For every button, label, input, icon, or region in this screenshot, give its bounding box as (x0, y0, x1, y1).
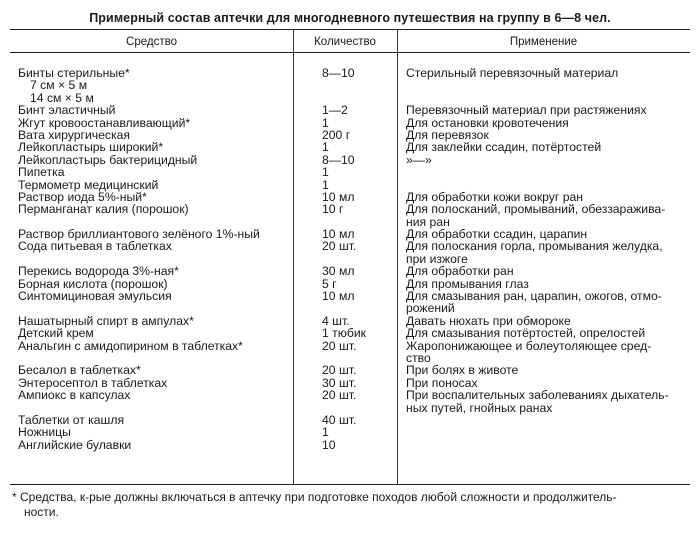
quantity-cell: 20 шт. (322, 338, 357, 353)
usage-cell: Для обработки ран (406, 264, 514, 279)
table-row (10, 302, 690, 314)
means-cell: Бесалол в таблетках* (18, 363, 141, 378)
means-cell: Энтеросептол в таблетках (18, 375, 168, 390)
usage-cell: при изжоге (406, 251, 468, 266)
means-cell: Детский крем (18, 326, 94, 341)
quantity-cell: 10 (322, 437, 336, 452)
footnote-line-2: ности. (24, 505, 59, 519)
table-title: Примерный состав аптечки для многодневного путешествия на группу в 6—8 чел. (89, 11, 611, 25)
footnote-line-1: * Средства, к-рые должны включаться в аптечку при подготовке походов любой сложности и продолжитель- (12, 490, 617, 504)
table-row (10, 340, 690, 352)
means-cell: Бинты стерильные* (18, 66, 130, 80)
table-row (10, 290, 690, 302)
table-row (10, 364, 690, 376)
table-row (10, 265, 690, 277)
usage-cell: При болях в животе (406, 363, 519, 378)
usage-cell: Для смазывания потёртостей, опрелостей (406, 326, 646, 341)
quantity-cell: 1 (322, 425, 329, 440)
means-cell: Таблетки от кашля (18, 412, 125, 427)
means-cell: Перманганат калия (порошок) (18, 202, 189, 217)
size-cell: 7 см × 5 м (30, 78, 88, 93)
header-quantity: Количество (314, 36, 376, 48)
means-cell: Ампиокс в капсулах (18, 388, 131, 403)
usage-cell: ния ран (406, 214, 450, 229)
usage-cell: Перевязочный материал при растяжениях (406, 103, 647, 118)
usage-cell: Стерильный перевязочный материал (406, 66, 619, 80)
quantity-cell: 30 шт. (322, 375, 357, 390)
usage-cell: При поносах (406, 375, 478, 390)
quantity-cell: 20 шт. (322, 363, 357, 378)
table-row (10, 439, 690, 451)
quantity-cell: 1 (322, 177, 329, 192)
means-cell: Лейкопластырь бактерицидный (18, 152, 198, 167)
usage-cell: ных путей, гнойных ранах (406, 400, 553, 415)
table-row (10, 414, 690, 426)
table-row (10, 154, 690, 166)
means-cell: Раствор бриллиантового зелёного 1%-ный (18, 227, 260, 242)
quantity-cell: 10 г (322, 202, 344, 217)
means-cell: Бинт эластичный (18, 103, 116, 118)
table-bottom-rule (10, 484, 690, 485)
means-cell: Раствор иода 5%-ный* (18, 189, 147, 204)
table-row (10, 426, 690, 438)
usage-cell: ство (406, 350, 431, 365)
usage-cell: Для полосканий, промываний, обеззаражива- (406, 202, 666, 217)
quantity-cell: 1 (322, 165, 329, 180)
quantity-cell: 1 тюбик (322, 326, 367, 341)
table-row (10, 203, 690, 215)
header-means: Средство (126, 36, 177, 48)
quantity-cell: 1 (322, 140, 329, 155)
usage-cell: При воспалительных заболеваниях дыхатель- (406, 388, 669, 403)
means-cell: Анальгин с амидопирином в таблетках* (18, 338, 243, 353)
usage-cell: Для смазывания ран, царапин, ожогов, отмо- (406, 289, 662, 304)
means-cell: Ножницы (18, 425, 71, 440)
quantity-cell: 40 шт. (322, 412, 357, 427)
table-top-rule (10, 29, 690, 30)
usage-cell: Для перевязок (406, 127, 489, 142)
quantity-cell: 8—10 (322, 66, 355, 80)
usage-cell: »—» (406, 152, 432, 167)
table-row (10, 327, 690, 339)
quantity-cell: 10 мл (322, 227, 355, 242)
first-aid-kit-table (10, 29, 690, 485)
table-row (10, 240, 690, 252)
quantity-cell: 10 мл (322, 289, 355, 304)
quantity-cell: 1 (322, 115, 329, 130)
means-cell: Борная кислота (порошок) (18, 276, 168, 291)
table-row (10, 104, 690, 116)
table-row (10, 141, 690, 153)
usage-cell: Для заклейки ссадин, потёртостей (406, 140, 602, 155)
quantity-cell: 1—2 (322, 103, 348, 118)
quantity-cell: 200 г (322, 127, 351, 142)
usage-cell: рожений (406, 301, 455, 316)
header-rule (10, 52, 690, 53)
means-cell: Термометр медицинский (18, 177, 159, 192)
quantity-cell: 5 г (322, 276, 337, 291)
footnote (12, 490, 692, 520)
usage-cell: Для остановки кровотечения (406, 115, 569, 130)
quantity-cell: 4 шт. (322, 313, 350, 328)
means-cell: Жгут кровоостанавливающий* (18, 115, 191, 130)
usage-cell: Давать нюхать при обмороке (406, 313, 571, 328)
quantity-cell: 20 шт. (322, 388, 357, 403)
usage-cell: Для полоскания горла, промывания желудка, (406, 239, 663, 254)
quantity-cell: 8—10 (322, 152, 355, 167)
usage-cell: Жаропонижающее и болеутоляющее сред- (406, 338, 652, 353)
usage-cell: Для обработки кожи вокруг ран (406, 189, 584, 204)
table-row (10, 166, 690, 178)
means-cell: Нашатырный спирт в ампулах* (18, 313, 194, 328)
size-cell: 14 см × 5 м (30, 90, 94, 105)
quantity-cell: 30 мл (322, 264, 355, 279)
means-cell: Английские булавки (18, 437, 132, 452)
means-cell: Пипетка (18, 165, 65, 180)
table-row (10, 389, 690, 401)
means-cell: Вата хирургическая (18, 127, 130, 142)
means-cell: Перекись водорода 3%-ная* (18, 264, 179, 279)
quantity-cell: 10 мл (322, 189, 355, 204)
means-cell: Синтомициновая эмульсия (18, 289, 172, 304)
table-row (10, 79, 690, 91)
means-cell: Лейкопластырь широкий* (18, 140, 164, 155)
usage-cell: Для промывания глаз (406, 276, 529, 291)
table-body (10, 67, 690, 451)
header-usage: Применение (509, 36, 578, 48)
means-cell: Сода питьевая в таблетках (18, 239, 172, 254)
quantity-cell: 20 шт. (322, 239, 357, 254)
usage-cell: Для обработки ссадин, царапин (406, 227, 588, 242)
table-row (10, 67, 690, 79)
